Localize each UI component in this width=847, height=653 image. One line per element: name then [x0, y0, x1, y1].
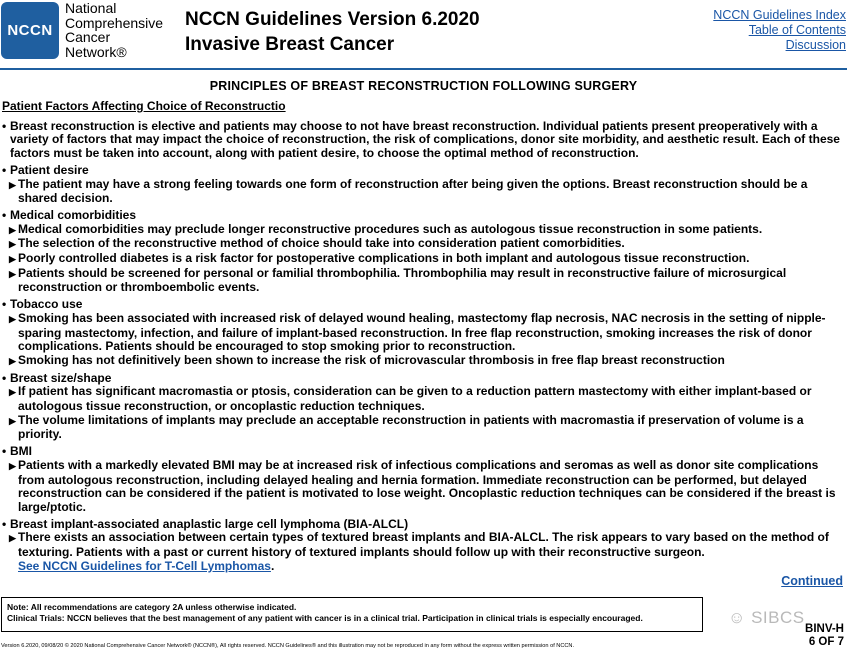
topic-bmi: [2, 445, 844, 515]
topic-heading: [2, 518, 844, 532]
list-item: [2, 237, 844, 252]
wechat-icon: ☺: [728, 608, 746, 627]
item-text: Medical comorbidities may preclude longer reconstructive procedures such as autologous tissue reconstruction in some patients.: [18, 221, 763, 236]
list-item: [2, 354, 844, 369]
organization-name: [65, 1, 163, 59]
page-identifier: [805, 623, 844, 649]
topic-tobacco-use: [2, 298, 844, 369]
topic-heading: [2, 164, 844, 178]
section-title: PRINCIPLES OF BREAST RECONSTRUCTION FOLLOWING SURGERY: [209, 79, 638, 93]
page-code: BINV-H: [805, 623, 844, 635]
page-number: 6 OF 7: [808, 636, 844, 648]
intro-block: [2, 120, 844, 161]
topic-bia-alcl: [2, 518, 844, 574]
main-content: [2, 100, 844, 577]
topic-heading: [2, 298, 844, 312]
list-item: [2, 252, 844, 267]
discussion-link[interactable]: Discussion: [785, 38, 846, 52]
arrow-right-icon: ▶: [9, 415, 16, 426]
list-item: [2, 414, 844, 442]
top-navigation: [713, 8, 846, 53]
logo-text: NCCN: [7, 22, 53, 39]
arrow-right-icon: ▶: [9, 254, 16, 265]
list-item: [2, 267, 844, 295]
nccn-logo: [1, 2, 59, 59]
bullet-icon: •: [2, 207, 7, 222]
topic-patient-desire: [2, 164, 844, 206]
title-topic: Invasive Breast Cancer: [185, 34, 395, 55]
watermark: [728, 608, 805, 628]
item-text: Patients should be screened for personal or familial thrombophilia. Thrombophilia may result in reconstructive failure of microsurgical reconstruction or thromboembolic events.: [18, 265, 787, 295]
org-line: Cancer: [65, 29, 111, 45]
list-item: [2, 531, 844, 573]
header-divider: [0, 68, 847, 70]
topic-title: Breast size/shape: [10, 370, 112, 385]
item-text: The volume limitations of implants may preclude an acceptable reconstruction in patients with macromastia if preservation of volume is a priority.: [18, 412, 804, 442]
link-suffix: .: [270, 558, 275, 573]
list-item: [2, 120, 844, 161]
topic-title: Patient desire: [10, 162, 89, 177]
intro-text: Breast reconstruction is elective and patients may choose to not have breast reconstruction. Individual patients present preoperatively with a variety of factors that may impact the choice of reconstruction, the risk of complications, donor site morbidity, and aesthetic result. Each of these factors must be taken into account, along with patient desire, to choose the optimal method of reconstruction.: [10, 118, 840, 161]
title-version: NCCN Guidelines Version 6.2020: [185, 9, 480, 30]
clinical-trials-text: Clinical Trials: NCCN believes that the best management of any patient with cancer is in a clinical trial. Participation in clinical trials is especially encouraged.: [7, 613, 643, 623]
bullet-icon: •: [2, 370, 7, 385]
table-of-contents-link[interactable]: Table of Contents: [748, 23, 846, 37]
arrow-right-icon: ▶: [9, 224, 16, 235]
watermark-text: SIBCS: [751, 608, 805, 627]
topic-breast-size: [2, 372, 844, 443]
list-item: [2, 459, 844, 515]
topic-title: Medical comorbidities: [10, 207, 137, 222]
item-text: The patient may have a strong feeling towards one form of reconstruction after being given the options. Breast reconstruction should be a shared decision.: [18, 176, 808, 206]
list-item: [2, 385, 844, 413]
bullet-icon: •: [2, 444, 7, 459]
topic-heading: [2, 445, 844, 459]
topic-title: BMI: [10, 444, 32, 459]
arrow-right-icon: ▶: [9, 387, 16, 398]
note-text: Note: All recommendations are category 2A unless otherwise indicated.: [7, 602, 297, 612]
copyright-footer: Version 6.2020, 09/08/20 © 2020 National Comprehensive Cancer Network® (NCCN®), All rights reserved. NCCN Guidelines® and this illustration may not be reproduced in any form without the express written permission of NCCN.: [1, 643, 575, 649]
item-text: Poorly controlled diabetes is a risk factor for postoperative complications in both implant and autologous tissue reconstruction.: [18, 251, 750, 266]
item-text: Patients with a markedly elevated BMI may be at increased risk of infectious complications and seromas as well as donor site complications from autologous reconstruction, including delayed healing and hernia formation. Immediate reconstruction can be performed, but delayed reconstruction can be considered if the patient is motivated to lose weight. Oncoplastic reduction techniques can be considered if the breast is large/ptotic.: [18, 457, 836, 514]
arrow-right-icon: ▶: [9, 313, 16, 324]
item-text: If patient has significant macromastia or ptosis, consideration can be given to a reduction pattern mastectomy with either implant-based or autologous tissue reconstruction, or oncoplastic reduction techniques.: [18, 384, 812, 414]
org-line: National: [65, 0, 117, 16]
list-item: [2, 312, 844, 354]
arrow-right-icon: ▶: [9, 268, 16, 279]
org-line: Network®: [65, 43, 127, 60]
topic-medical-comorbidities: [2, 209, 844, 295]
page-header: [0, 0, 847, 66]
continued-link[interactable]: Continued: [781, 574, 843, 588]
bullet-icon: •: [2, 297, 7, 312]
list-item: [2, 178, 844, 206]
arrow-right-icon: ▶: [9, 239, 16, 250]
arrow-right-icon: ▶: [9, 460, 16, 471]
topic-heading: [2, 209, 844, 223]
org-line: Comprehensive: [65, 14, 164, 31]
bullet-icon: •: [2, 118, 7, 133]
t-cell-lymphomas-link[interactable]: See NCCN Guidelines for T-Cell Lymphomas: [18, 558, 271, 573]
item-text: Smoking has been associated with increased risk of delayed wound healing, mastectomy flap necrosis, NAC necrosis in the setting of nipple-sparing mastectomy, infection, and failure of implant-based reconstruction. In free flap reconstruction, smoking increases the risk of donor complications. Patients should be encouraged to stop smoking prior to reconstruction.: [18, 310, 826, 354]
subheading: Patient Factors Affecting Choice of Reconstructio: [2, 99, 286, 113]
arrow-right-icon: ▶: [9, 355, 16, 366]
arrow-right-icon: ▶: [9, 533, 16, 544]
bullet-icon: •: [2, 516, 7, 531]
topic-title: Breast implant-associated anaplastic large cell lymphoma (BIA-ALCL): [10, 516, 409, 531]
list-item: [2, 223, 844, 238]
document-title: [185, 7, 480, 57]
item-text: There exists an association between certain types of textured breast implants and BIA-ALCL. The risk appears to vary based on the method of texturing. Patients with a past or current history of textured implants should follow up with their reconstructive surgeon.: [18, 530, 829, 560]
item-text: The selection of the reconstructive method of choice should take into consideration patient comorbidities.: [18, 236, 625, 251]
topic-title: Tobacco use: [10, 297, 83, 312]
guidelines-index-link[interactable]: NCCN Guidelines Index: [713, 8, 846, 22]
topic-heading: [2, 372, 844, 386]
note-box: [1, 597, 703, 632]
arrow-right-icon: ▶: [9, 179, 16, 190]
bullet-icon: •: [2, 162, 7, 177]
item-text: Smoking has not definitively been shown to increase the risk of microvascular thrombosis in free flap breast reconstruction: [18, 352, 725, 367]
